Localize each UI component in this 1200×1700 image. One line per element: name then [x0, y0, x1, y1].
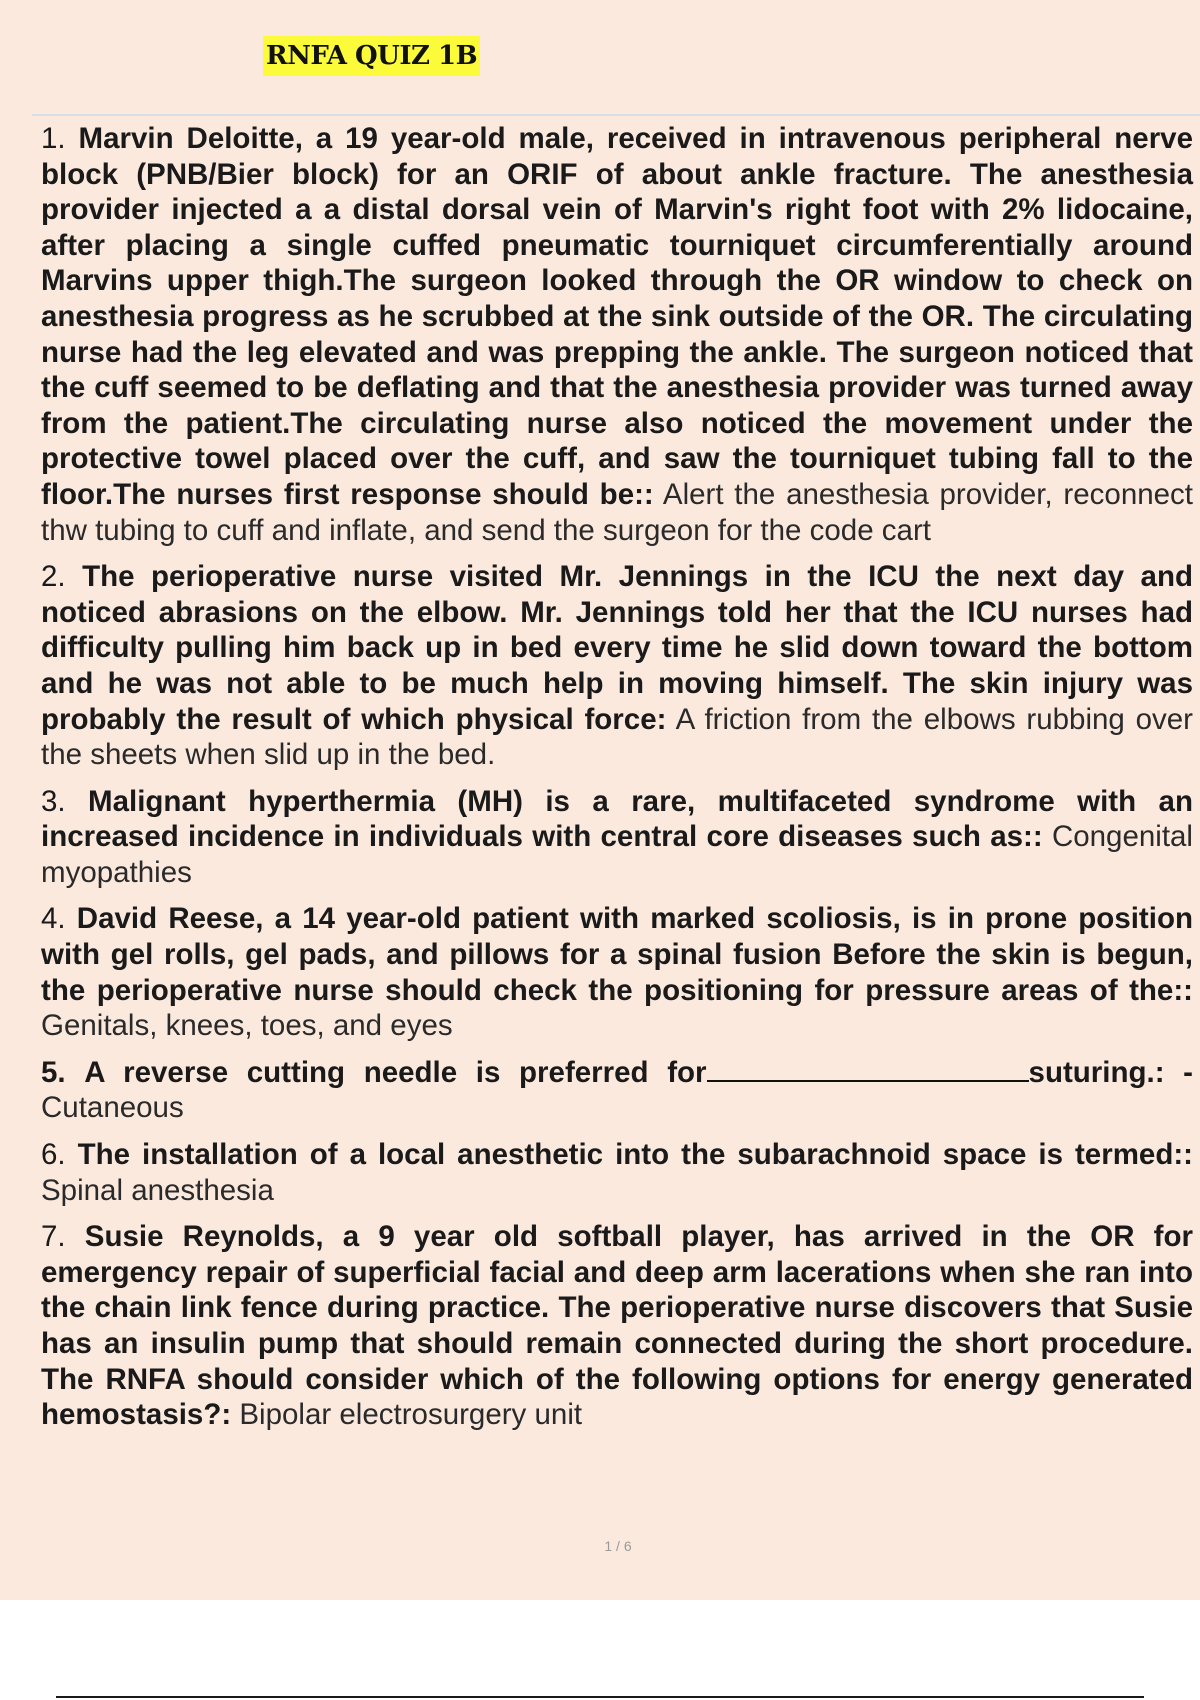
- question-text: Malignant hyperthermia (MH) is a rare, multifaceted syndrome with an increased incidence in individuals with central core diseases such as::: [41, 784, 1193, 854]
- question-item-1: [41, 121, 1193, 548]
- question-number: 4.: [41, 902, 66, 936]
- question-item-6: [41, 1137, 1193, 1208]
- fill-in-blank: [707, 1056, 1029, 1082]
- question-number: 7.: [41, 1220, 66, 1254]
- answer-text: Cutaneous: [41, 1091, 184, 1125]
- page-number: 1 / 6: [604, 1538, 632, 1554]
- answer-text: Bipolar electrosurgery unit: [239, 1398, 583, 1432]
- bottom-divider: [56, 1696, 1144, 1698]
- question-number: 1.: [41, 122, 66, 155]
- question-text: Marvin Deloitte, a 19 year-old male, received in intravenous peripheral nerve block (PNB/Bier block) for an ORIF of about ankle fracture. The anesthesia provider injected a a distal dorsal vein of Marvin's right foot with 2% lidocaine, after placing a single cuffed pneumatic tourniquet circumferentially around Marvins upper thigh.The surgeon looked through the OR window to check on anesthesia progress as he scrubbed at the sink outside of the OR. The circulating nurse had the leg elevated and was prepping the ankle. The surgeon noticed that the cuff seemed to be deflating and that the anesthesia provider was turned away from the patient.The circulating nurse also noticed the movement under the protective towel placed over the cuff, and saw the tourniquet tubing fall to the floor.The nurses first response should be::: [41, 122, 1193, 511]
- answer-text: Congenital myopathies: [41, 820, 1193, 889]
- question-item-2: [41, 559, 1193, 773]
- question-item-3: [41, 784, 1193, 891]
- question-text-after-blank: suturing.: -: [1028, 1055, 1194, 1089]
- answer-text: A friction from the elbows rubbing over the sheets when slid up in the bed.: [41, 702, 1193, 772]
- question-item-5: [41, 1055, 1193, 1126]
- question-text: The installation of a local anesthetic into the subarachnoid space is termed::: [77, 1138, 1193, 1172]
- document-title: RNFA QUIZ 1B: [263, 36, 480, 76]
- question-number: 6.: [41, 1138, 66, 1172]
- question-text: The perioperative nurse visited Mr. Jennings in the ICU the next day and noticed abrasions on the elbow. Mr. Jennings told her that the ICU nurses had difficulty pulling him back up in bed every time he slid down toward the bottom and he was not able to be much help in moving himself. The skin injury was probably the result of which physical force:: [41, 560, 1193, 736]
- answer-text: Genitals, knees, toes, and eyes: [41, 1009, 453, 1043]
- answer-text: Alert the anesthesia provider, reconnect thw tubing to cuff and inflate, and send the surgeon for the code cart: [41, 477, 1193, 547]
- question-list: [41, 121, 1193, 1444]
- question-text-before-blank: A reverse cutting needle is preferred for: [84, 1055, 707, 1089]
- question-number: 5.: [41, 1055, 66, 1089]
- question-item-4: [41, 901, 1193, 1043]
- question-number: 2.: [41, 560, 66, 594]
- question-text: David Reese, a 14 year-old patient with marked scoliosis, is in prone position with gel rolls, gel pads, and pillows for a spinal fusion Before the skin is begun, the perioperative nurse should check the positioning for pressure areas of the::: [41, 902, 1193, 1007]
- question-number: 3.: [41, 784, 66, 818]
- title-divider: [32, 114, 1200, 116]
- answer-text: Spinal anesthesia: [41, 1173, 274, 1207]
- question-text: Susie Reynolds, a 9 year old softball player, has arrived in the OR for emergency repair of superficial facial and deep arm lacerations when she ran into the chain link fence during practice. The perioperative nurse discovers that Susie has an insulin pump that should remain connected during the short procedure. The RNFA should consider which of the following options for energy generated hemostasis?:: [41, 1220, 1193, 1432]
- title-wrap: [263, 36, 480, 76]
- question-item-7: [41, 1219, 1193, 1433]
